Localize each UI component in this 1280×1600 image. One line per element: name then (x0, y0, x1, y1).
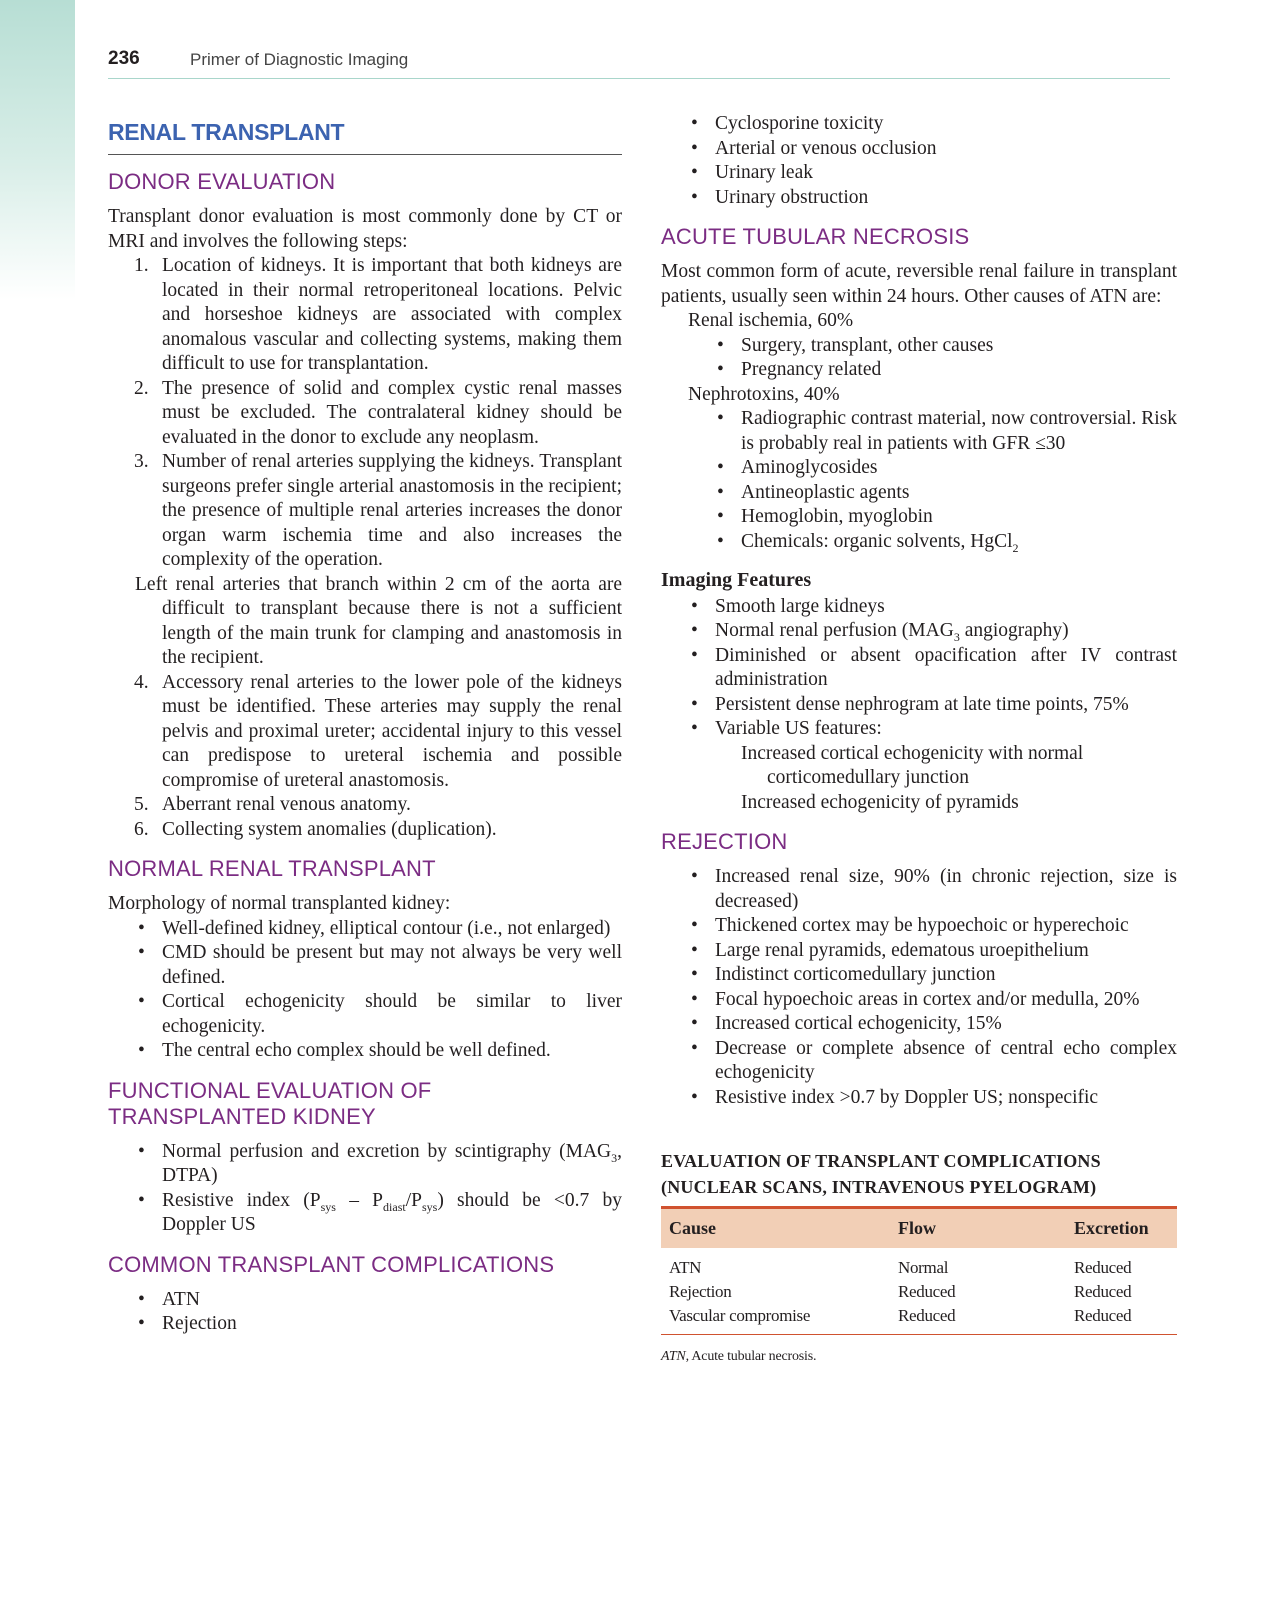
list-item: • Indistinct corticomedullary junction (661, 963, 1177, 988)
list-item: • The central echo complex should be well defined. (108, 1039, 622, 1064)
heading-common-complications: COMMON TRANSPLANT COMPLICATIONS (108, 1251, 555, 1277)
list-item: 3. Number of renal arteries supplying the kidneys. Transplant surgeons prefer single arterial anastomosis in the recipient; the presence of multiple renal arteries increases the donor organ warm ischemia time and also increases the complexity of the operation. (134, 451, 622, 570)
list-item: • Urinary obstruction (661, 186, 1177, 211)
list-item: • Resistive index $(P_{sys} - P_{diast}/P_{sys})$ should be <0.7 by Doppler US (108, 1189, 622, 1238)
list-item: 4. Accessory renal arteries to the lower pole of the kidneys must be identified. These arteries may supply the renal pelvis and proximal ureter; accidental injury to this vessel can predispose to ureteral ischemia and possible compromise of ureteral anastomosis. (134, 671, 622, 791)
right-column (661, 112, 1177, 1369)
normal-intro: Morphology of normal transplanted kidney: (108, 893, 451, 914)
running-head (108, 48, 1170, 79)
normal-morphology-list (108, 917, 622, 1064)
complications-table (661, 1209, 1177, 1335)
heading-functional-evaluation: FUNCTIONAL EVALUATION OF TRANSPLANTED KIDNEY (108, 1077, 432, 1129)
table-footnote: ATN, Acute tubular necrosis. (661, 1348, 817, 1364)
heading-normal-renal-transplant: NORMAL RENAL TRANSPLANT (108, 856, 436, 881)
list-item: • Resistive index >0.7 by Doppler US; nonspecific (661, 1086, 1177, 1111)
table-row (661, 1304, 1177, 1335)
column-header-flow: Flow (890, 1209, 1066, 1248)
us-feature-line: Increased cortical echogenicity with normal corticomedullary junction (741, 742, 1084, 788)
table-cell: Vascular compromise (661, 1304, 890, 1335)
list-item: • Pregnancy related (661, 358, 1177, 383)
list-item: • Variable US features: (661, 717, 1177, 742)
ischemia-list (661, 334, 1177, 383)
column-header-excretion: Excretion (1066, 1209, 1177, 1248)
corner-color-tab (0, 0, 75, 300)
heading-donor-evaluation: DONOR EVALUATION (108, 169, 336, 194)
list-item: • Decrease or complete absence of central echo complex echogenicity (661, 1037, 1177, 1086)
table-cell: Reduced (1074, 1257, 1132, 1277)
heading-imaging-features: Imaging Features (661, 569, 812, 591)
list-item: • Increased cortical echogenicity, 15% (661, 1012, 1177, 1037)
list-item: • Increased renal size, 90% (in chronic rejection, size is decreased) (661, 865, 1177, 914)
list-item: • Hemoglobin, myoglobin (661, 505, 1177, 530)
left-column (108, 118, 622, 1337)
list-item: • Urinary leak (661, 161, 1177, 186)
table-row (661, 1248, 1177, 1280)
atn-intro: Most common form of acute, reversible renal failure in transplant patients, usually seen within 24 hours. Other causes of ATN are: (661, 261, 1177, 307)
ischemia-label: Renal ischemia, 60% (688, 310, 854, 331)
left-renal-artery-note: Left renal arteries that branch within 2 cm of the aorta are difficult to transplant because there is not a sufficient length of the main trunk for clamping and anastomosis in the recipient. (135, 573, 622, 668)
column-header-cause: Cause (661, 1209, 890, 1248)
list-item: • CMD should be present but may not always be very well defined. (108, 941, 622, 990)
functional-list (108, 1140, 622, 1238)
rejection-list (661, 865, 1177, 1110)
list-item: • Surgery, transplant, other causes (661, 334, 1177, 359)
table-title: EVALUATION OF TRANSPLANT COMPLICATIONS (NUCLEAR SCANS, INTRAVENOUS PYELOGRAM) (661, 1151, 1101, 1197)
complications-list (108, 1288, 622, 1337)
list-item: • Smooth large kidneys (661, 595, 1177, 620)
table-cell: Reduced (890, 1304, 1066, 1335)
list-item: • Well-defined kidney, elliptical contour (i.e., not enlarged) (108, 917, 622, 942)
list-item: • Chemicals: organic solvents, HgCl$_2$ (661, 530, 1177, 555)
list-item: 5. Aberrant renal venous anatomy. (134, 794, 411, 815)
table-cell: Reduced (1074, 1281, 1132, 1301)
list-item: • ATN (108, 1288, 622, 1313)
list-item: • Focal hypoechoic areas in cortex and/or medulla, 20% (661, 988, 1177, 1013)
list-item: • Normal perfusion and excretion by scintigraphy ($MAG_3$, DTPA) (108, 1140, 622, 1189)
list-item: • Normal renal perfusion ($MAG_3$ angiography) (661, 619, 1177, 644)
list-item: • Persistent dense nephrogram at late time points, 75% (661, 693, 1177, 718)
heading-rejection: REJECTION (661, 829, 788, 854)
donor-intro: Transplant donor evaluation is most commonly done by CT or MRI and involves the following steps: (108, 206, 622, 252)
us-feature-line: Increased echogenicity of pyramids (741, 791, 1019, 813)
list-item: • Diminished or absent opacification after IV contrast administration (661, 644, 1177, 693)
section-heading-renal-transplant: RENAL TRANSPLANT (108, 118, 622, 155)
page-number: 236 (108, 48, 140, 69)
nephrotoxins-label: Nephrotoxins, 40% (688, 383, 840, 405)
table-cell: Reduced (1066, 1304, 1177, 1335)
heading-acute-tubular-necrosis: ACUTE TUBULAR NECROSIS (661, 224, 970, 249)
list-item: • Arterial or venous occlusion (661, 137, 1177, 162)
list-item: 1. Location of kidneys. It is important that both kidneys are located in their normal retroperitoneal locations. Pelvic and horseshoe kidneys are associated with complex anomalous vascular and collecting systems, making them difficult to use for transplantation. (134, 255, 622, 374)
list-item: • Antineoplastic agents (661, 481, 1177, 506)
complications-table-block (661, 1148, 1177, 1369)
complications-list-continued (661, 112, 1177, 210)
table-cell: Reduced (898, 1281, 956, 1301)
book-title: Primer of Diagnostic Imaging (190, 50, 409, 69)
imaging-features-list (661, 595, 1177, 742)
table-cell: Rejection (669, 1281, 732, 1301)
list-item: 2. The presence of solid and complex cystic renal masses must be excluded. The contralateral kidney should be evaluated in the donor to exclude any neoplasm. (134, 377, 622, 448)
list-item: • Thickened cortex may be hypoechoic or hyperechoic (661, 914, 1177, 939)
nephrotoxins-list (661, 407, 1177, 554)
table-cell: Normal (898, 1257, 949, 1277)
list-item: • Cyclosporine toxicity (661, 112, 1177, 137)
donor-steps-list-continued (108, 671, 622, 843)
list-item: • Rejection (108, 1312, 622, 1337)
list-item: 6. Collecting system anomalies (duplication). (134, 818, 497, 840)
list-item: • Cortical echogenicity should be similar to liver echogenicity. (108, 990, 622, 1039)
table-header-row (661, 1209, 1177, 1248)
donor-steps-list (108, 254, 622, 573)
list-item: • Radiographic contrast material, now controversial. Risk is probably real in patients with GFR ≤30 (661, 407, 1177, 456)
table-row (661, 1280, 1177, 1304)
list-item: • Aminoglycosides (661, 456, 1177, 481)
table-cell: ATN (669, 1257, 702, 1277)
list-item: • Large renal pyramids, edematous uroepithelium (661, 939, 1177, 964)
